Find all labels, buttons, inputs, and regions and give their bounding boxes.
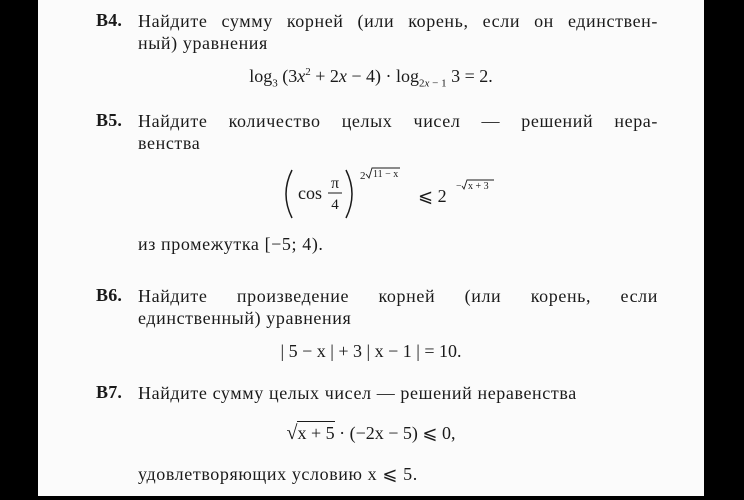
svg-text:−: − xyxy=(456,181,462,192)
svg-text:π: π xyxy=(330,175,340,192)
problem-number: B5. xyxy=(96,110,123,130)
statement-line: единственный) уравнения xyxy=(138,308,352,328)
problem-number: B6. xyxy=(96,285,123,305)
svg-text:x + 3: x + 3 xyxy=(468,181,489,192)
problem-number: B7. xyxy=(96,382,123,402)
inequality-b7: √x + 5 · (−2x − 5) ⩽ 0, xyxy=(286,422,456,444)
svg-text:2: 2 xyxy=(360,170,366,182)
interval-condition: из промежутка [−5; 4). xyxy=(138,234,324,254)
equation-b6: | 5 − x | + 3 | x − 1 | = 10. xyxy=(280,341,462,361)
inequality-b5 xyxy=(278,162,518,226)
statement-line: Найдите произведение корней (или корень, если xyxy=(138,286,658,306)
statement-line: Найдите сумму целых чисел — решений неравенства xyxy=(138,383,577,403)
problem-statement xyxy=(138,285,658,329)
problem-statement xyxy=(138,10,658,54)
equation-b4: $\log_3 (3x^2 + 2x - 4) \cdot \log_{2x - 1} 3 = 2$. xyxy=(249,66,493,90)
svg-text:cos: cos xyxy=(298,183,322,203)
problem-statement xyxy=(138,110,658,154)
svg-text:11 − x: 11 − x xyxy=(373,169,399,180)
statement-line: Найдите количество целых чисел — решений нера- xyxy=(138,111,658,131)
svg-text:⩽ 2: ⩽ 2 xyxy=(418,186,447,206)
problem-number: B4. xyxy=(96,10,123,30)
statement-line: Найдите сумму корней (или корень, если он единствен- xyxy=(138,11,658,31)
domain-condition: удовлетворяющих условию x ⩽ 5. xyxy=(138,464,418,484)
statement-line: ный) уравнения xyxy=(138,33,268,53)
textbook-page xyxy=(38,0,704,496)
svg-text:4: 4 xyxy=(331,197,339,213)
problem-statement xyxy=(138,382,658,404)
statement-line: венства xyxy=(138,133,201,153)
